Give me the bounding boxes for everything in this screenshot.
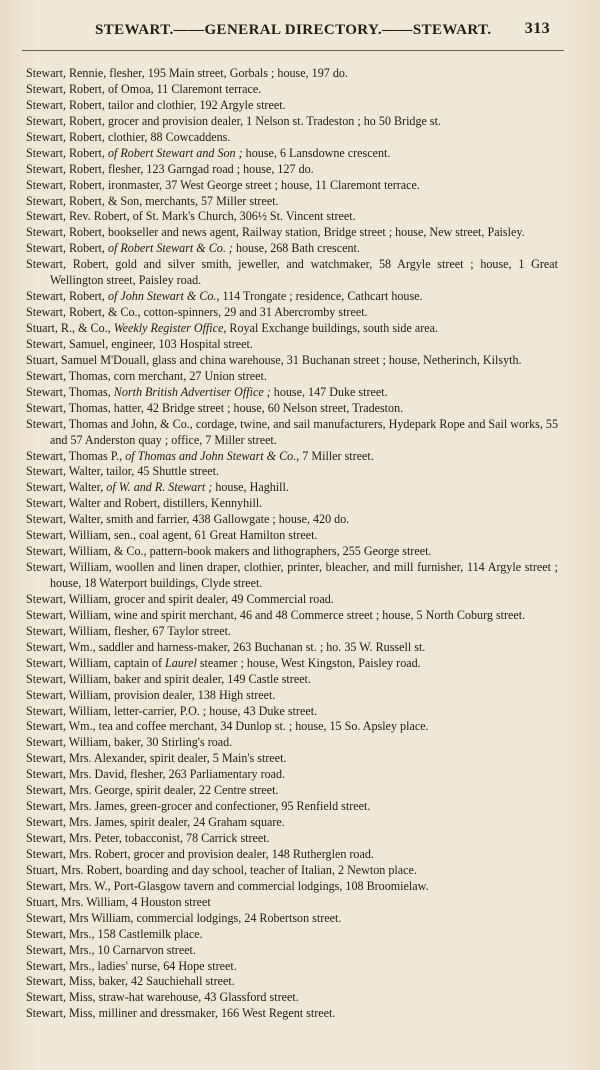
directory-entry xyxy=(26,257,558,289)
directory-entry xyxy=(26,624,558,640)
entry-text: Stewart, William, provision dealer, 138 High street. xyxy=(26,687,276,702)
entry-text: Stewart, Robert, clothier, 88 Cowcaddens. xyxy=(26,129,231,144)
entry-text: Stewart, Walter, smith and farrier, 438 Gallowgate ; house, 420 do. xyxy=(26,512,350,527)
directory-entry xyxy=(26,959,558,975)
entry-text-continued: house, 6 Lansdowne crescent. xyxy=(242,145,391,160)
entry-text-continued: Royal Exchange buildings, south side area. xyxy=(226,321,438,335)
entry-italic-text: of Thomas and John Stewart & Co., xyxy=(125,448,300,463)
directory-entry xyxy=(26,704,558,720)
entry-text: Stewart, William, baker, 30 Stirling's road. xyxy=(26,735,233,750)
directory-entry xyxy=(26,66,558,82)
entry-text: Stewart, Walter, xyxy=(26,480,107,495)
directory-entry xyxy=(26,480,558,496)
directory-entry xyxy=(26,799,558,815)
directory-entry xyxy=(26,449,558,465)
directory-entry xyxy=(26,911,558,927)
entry-text: Stewart, Wm., saddler and harness-maker, 263 Buchanan st. ; ho. 35 W. Russell st. xyxy=(26,639,426,654)
directory-entry xyxy=(26,895,558,911)
directory-entry xyxy=(26,401,558,417)
entry-text: Stewart, Robert, grocer and provision dealer, 1 Nelson st. Tradeston ; ho 50 Bridge st. xyxy=(26,113,442,128)
entry-italic-text: Weekly Register Office, xyxy=(113,321,227,335)
directory-entry xyxy=(26,528,558,544)
entry-text: Stewart, Mrs. Alexander, spirit dealer, 5 Main's street. xyxy=(26,751,287,766)
entry-text-continued: steamer ; house, West Kingston, Paisley road. xyxy=(196,655,421,670)
directory-entry xyxy=(26,369,558,385)
directory-entry xyxy=(26,592,558,608)
entry-text: Stewart, Robert, bookseller and news agent, Railway station, Bridge street ; house, New street, Paisley. xyxy=(26,225,525,240)
directory-entry xyxy=(26,974,558,990)
entry-text: Stewart, Mrs. James, green-grocer and confectioner, 95 Renfield street. xyxy=(26,799,371,814)
entry-text: Stewart, Miss, baker, 42 Sauchiehall street. xyxy=(26,974,235,989)
entry-text: Stewart, Mrs. W., Port-Glasgow tavern and commercial lodgings, 108 Broomielaw. xyxy=(26,878,429,893)
directory-entry xyxy=(26,225,558,241)
entry-text: Stewart, Mrs. George, spirit dealer, 22 Centre street. xyxy=(26,783,279,798)
directory-entry xyxy=(26,512,558,528)
entry-text: Stewart, Mrs., ladies' nurse, 64 Hope street. xyxy=(26,958,237,973)
directory-entry xyxy=(26,879,558,895)
entry-italic-text: of W. and R. Stewart ; xyxy=(106,480,213,495)
directory-entry xyxy=(26,656,558,672)
directory-entry xyxy=(26,162,558,178)
directory-entry xyxy=(26,943,558,959)
entry-text-continued: house, 268 Bath crescent. xyxy=(232,241,360,256)
entry-text: Stewart, Robert, & Co., cotton-spinners, 29 and 31 Abercromby street. xyxy=(26,305,368,320)
directory-entry xyxy=(26,831,558,847)
entry-italic-text: of John Stewart & Co., xyxy=(107,289,220,304)
entry-text-continued: house, 147 Duke street. xyxy=(270,384,388,399)
entry-text-continued: 7 Miller street. xyxy=(299,448,374,463)
entry-text: Stewart, Samuel, engineer, 103 Hospital street. xyxy=(26,336,253,351)
directory-entry xyxy=(26,496,558,512)
entry-text-continued: 114 Trongate ; residence, Cathcart house. xyxy=(219,289,423,304)
entry-italic-text: Laurel xyxy=(165,655,197,670)
directory-entry xyxy=(26,688,558,704)
directory-entries xyxy=(26,66,558,1022)
entry-text: Stewart, Rennie, flesher, 195 Main street, Gorbals ; house, 197 do. xyxy=(26,66,348,80)
entry-text: Stewart, William, letter-carrier, P.O. ; house, 43 Duke street. xyxy=(26,703,318,718)
directory-entry xyxy=(26,1006,558,1022)
entry-italic-text: of Robert Stewart & Co. ; xyxy=(107,241,233,256)
entry-text: Stewart, Robert, gold and silver smith, jeweller, and watchmaker, 58 Argyle street ; house, 1 Great Wellington street, Paisley road. xyxy=(26,257,558,288)
entry-text: Stuart, R., & Co., xyxy=(26,321,114,335)
entry-text: Stewart, Walter, tailor, 45 Shuttle street. xyxy=(26,464,219,479)
entry-text: Stewart, William, & Co., pattern-book makers and lithographers, 255 George street. xyxy=(26,544,432,559)
directory-entry xyxy=(26,927,558,943)
entry-text: Stewart, Miss, straw-hat warehouse, 43 Glassford street. xyxy=(26,990,299,1005)
directory-entry xyxy=(26,767,558,783)
entry-text-continued: house, Haghill. xyxy=(212,480,289,495)
entry-text: Stewart, Wm., tea and coffee merchant, 34 Dunlop st. ; house, 15 So. Apsley place. xyxy=(26,719,429,734)
entry-text: Stewart, Walter and Robert, distillers, Kennyhill. xyxy=(26,496,263,511)
entry-text: Stewart, Robert, ironmaster, 37 West George street ; house, 11 Claremont terrace. xyxy=(26,177,420,192)
directory-entry xyxy=(26,751,558,767)
entry-text: Stewart, William, grocer and spirit dealer, 49 Commercial road. xyxy=(26,591,334,606)
entry-text: Stuart, Mrs. Robert, boarding and day school, teacher of Italian, 2 Newton place. xyxy=(26,862,417,877)
page-number: 313 xyxy=(524,20,550,37)
entry-text: Stewart, Thomas P., xyxy=(26,448,126,463)
entry-text: Stewart, William, woollen and linen draper, clothier, printer, bleacher, and mill furnisher, 114 Argyle street ; house, 18 Waterport buildings, Clyde street. xyxy=(26,560,558,590)
directory-entry xyxy=(26,82,558,98)
entry-text: Stewart, Robert, tailor and clothier, 192 Argyle street. xyxy=(26,97,286,112)
entry-italic-text: North British Advertiser Office ; xyxy=(113,384,271,399)
directory-entry xyxy=(26,114,558,130)
directory-entry xyxy=(26,608,558,624)
entry-text: Stewart, Mrs. James, spirit dealer, 24 Graham square. xyxy=(26,815,285,830)
entry-text: Stuart, Samuel M'Douall, glass and china warehouse, 31 Buchanan street ; house, Netherinch, Kilsyth. xyxy=(26,352,522,367)
entry-text: Stewart, Robert, xyxy=(26,289,108,304)
entry-text: Stuart, Mrs. William, 4 Houston street xyxy=(26,894,211,909)
directory-entry xyxy=(26,98,558,114)
directory-entry xyxy=(26,863,558,879)
entry-text: Stewart, Miss, milliner and dressmaker, 166 West Regent street. xyxy=(26,1006,336,1021)
entry-text: Stewart, Robert, & Son, merchants, 57 Miller street. xyxy=(26,193,279,208)
running-header xyxy=(95,22,550,44)
directory-entry xyxy=(26,544,558,560)
entry-italic-text: of Robert Stewart and Son ; xyxy=(107,145,243,160)
entry-text: Stewart, William, flesher, 67 Taylor street. xyxy=(26,623,231,638)
directory-entry xyxy=(26,241,558,257)
entry-text: Stewart, Thomas, corn merchant, 27 Union street. xyxy=(26,368,267,383)
directory-entry xyxy=(26,209,558,225)
entry-text: Stewart, Robert, of Omoa, 11 Claremont terrace. xyxy=(26,81,262,96)
entry-text: Stewart, Thomas, xyxy=(26,384,114,399)
directory-entry xyxy=(26,337,558,353)
entry-text: Stewart, Robert, xyxy=(26,145,108,160)
directory-entry xyxy=(26,305,558,321)
entry-text: Stewart, Rev. Robert, of St. Mark's Church, 306½ St. Vincent street. xyxy=(26,209,356,224)
entry-text: Stewart, Mrs. Robert, grocer and provision dealer, 148 Rutherglen road. xyxy=(26,846,374,861)
entry-text: Stewart, William, captain of xyxy=(26,655,166,670)
directory-entry xyxy=(26,417,558,449)
entry-text: Stewart, Mrs. David, flesher, 263 Parliamentary road. xyxy=(26,767,286,782)
entry-text: Stewart, William, baker and spirit dealer, 149 Castle street. xyxy=(26,671,311,686)
directory-entry xyxy=(26,194,558,210)
directory-entry xyxy=(26,560,558,592)
directory-entry xyxy=(26,847,558,863)
directory-entry xyxy=(26,735,558,751)
directory-entry xyxy=(26,672,558,688)
entry-text: Stewart, Mrs. Peter, tobacconist, 78 Carrick street. xyxy=(26,831,270,845)
directory-entry xyxy=(26,640,558,656)
entry-text: Stewart, Robert, flesher, 123 Garngad road ; house, 127 do. xyxy=(26,161,314,176)
directory-entry xyxy=(26,783,558,799)
entry-text: Stewart, William, sen., coal agent, 61 Great Hamilton street. xyxy=(26,528,318,543)
entry-text: Stewart, Thomas and John, & Co., cordage, twine, and sail manufacturers, Hydepark Rope and Sail works, 55 and 57 Anderston quay ; office, 7 Miller street. xyxy=(26,416,558,447)
directory-entry xyxy=(26,464,558,480)
directory-entry xyxy=(26,321,558,337)
entry-text: Stewart, Thomas, hatter, 42 Bridge street ; house, 60 Nelson street, Tradeston. xyxy=(26,400,404,415)
entry-text: Stewart, Mrs., 10 Carnarvon street. xyxy=(26,942,196,957)
directory-entry xyxy=(26,353,558,369)
entry-text: Stewart, Mrs., 158 Castlemilk place. xyxy=(26,926,203,941)
directory-entry xyxy=(26,815,558,831)
directory-entry xyxy=(26,990,558,1006)
directory-entry xyxy=(26,146,558,162)
directory-entry xyxy=(26,130,558,146)
entry-text: Stewart, William, wine and spirit merchant, 46 and 48 Commerce street ; house, 5 North Coburg street. xyxy=(26,607,526,622)
entry-text: Stewart, Mrs William, commercial lodgings, 24 Robertson street. xyxy=(26,910,342,925)
directory-entry xyxy=(26,385,558,401)
directory-entry xyxy=(26,178,558,194)
directory-entry xyxy=(26,289,558,305)
entry-text: Stewart, Robert, xyxy=(26,241,108,256)
header-rule xyxy=(22,50,564,51)
running-title: STEWART.——GENERAL DIRECTORY.——STEWART. xyxy=(95,22,492,38)
directory-entry xyxy=(26,719,558,735)
